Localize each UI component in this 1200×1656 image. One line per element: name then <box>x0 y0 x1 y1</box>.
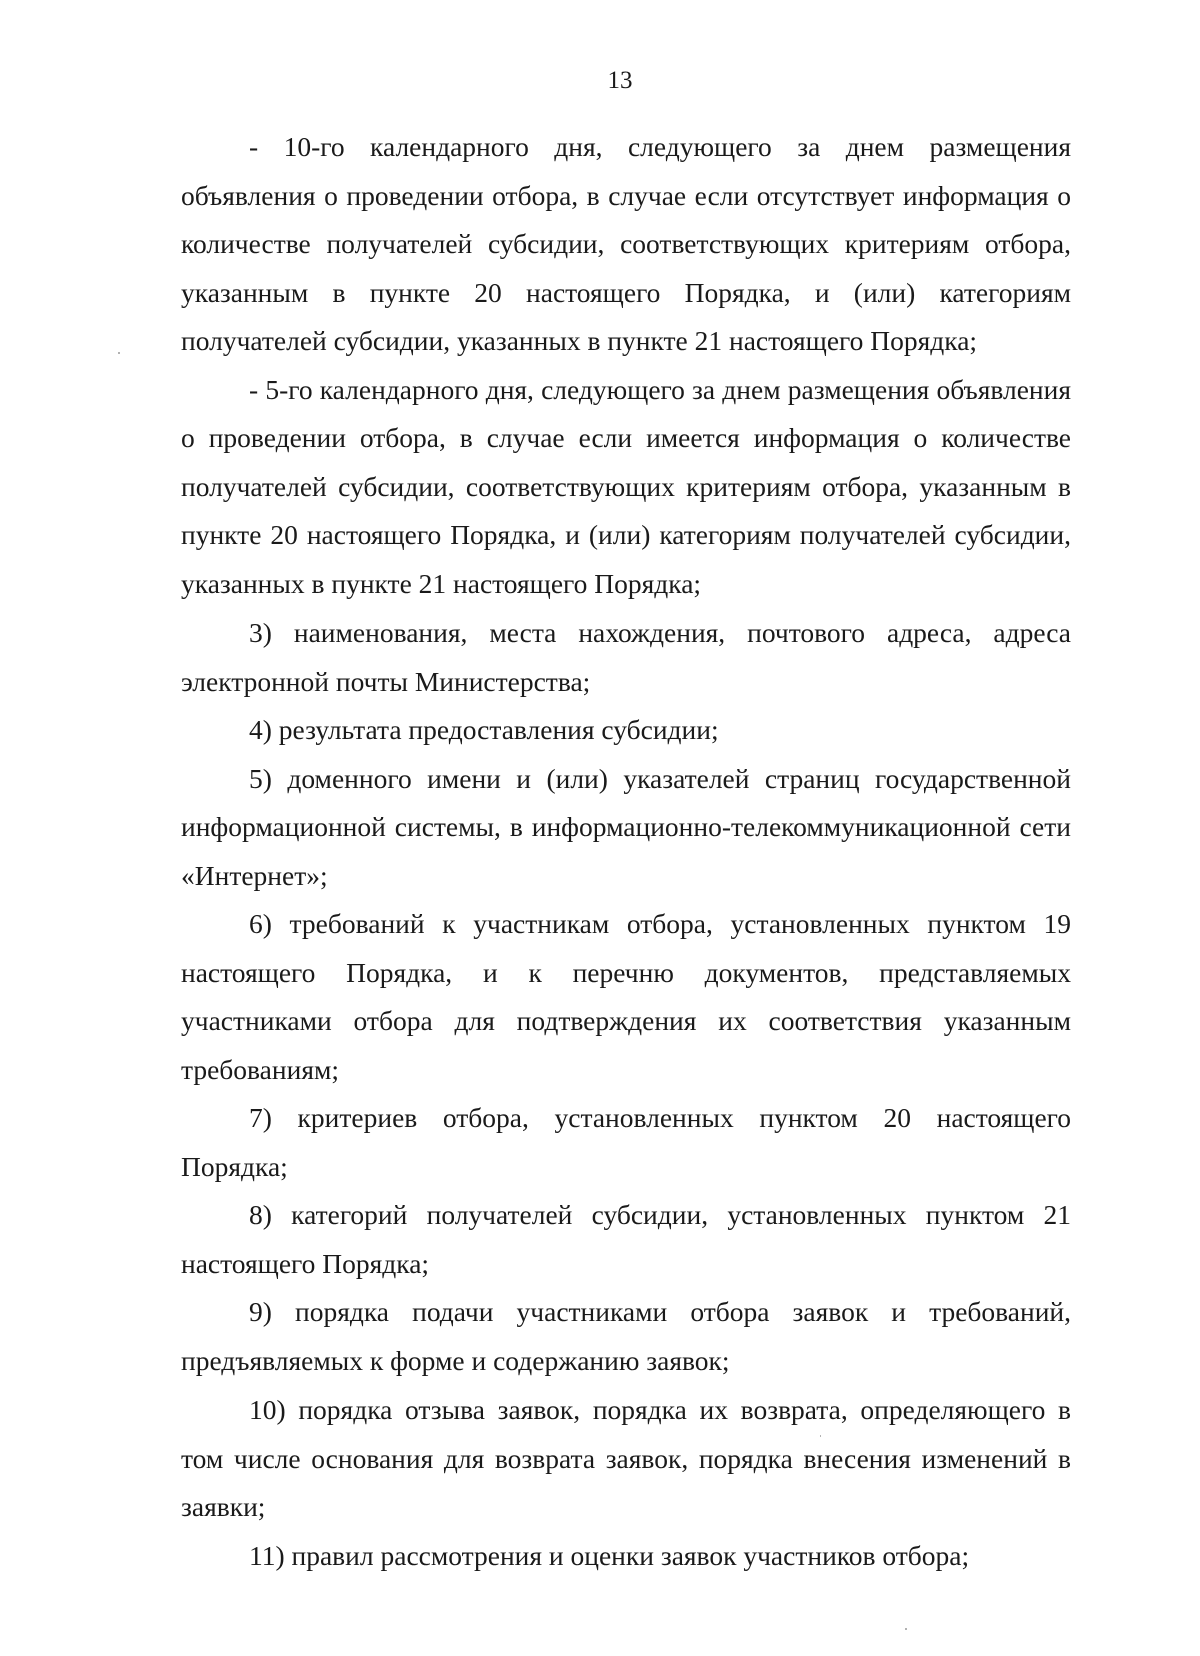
page-number: 13 <box>607 67 633 94</box>
paragraph-item-5: 5) доменного имени и (или) указателей страниц государственной информационной системы, в информационно-телекоммуникационной сети «Интернет»; <box>181 762 1071 891</box>
paragraph-item-4: 4) результата предоставления субсидии; <box>249 714 719 745</box>
paragraph-item-9: 9) порядка подачи участниками отбора заявок и требований, предъявляемых к форме и содержанию заявок; <box>181 1296 1071 1376</box>
scan-speck <box>118 352 120 354</box>
document-body <box>181 123 1071 1580</box>
paragraph-item-10: 10) порядка отзыва заявок, порядка их возврата, определяющего в том числе основания для возврата заявок, порядка внесения изменений в заявки; <box>181 1394 1071 1522</box>
scan-speck <box>820 1435 821 1437</box>
paragraph-item-8: 8) категорий получателей субсидии, установленных пунктом 21 настоящего Порядка; <box>181 1199 1071 1279</box>
paragraph-deadline-10-day: - 10-го календарного дня, следующего за днем размещения объявления о проведении отбора, в случае если отсутствует информация о количестве получателей субсидии, соответствующих критериям отбора, указанным в пункте 20 настоящего Порядка, и (или) категориям получателей субсидии, указанных в пункте 21 настоящего Порядка; <box>181 131 1071 356</box>
paragraph-item-6: 6) требований к участникам отбора, установленных пунктом 19 настоящего Порядка, и к перечню документов, представляемых участниками отбора для подтверждения их соответствия указанным требованиям; <box>181 908 1071 1085</box>
paragraph-item-11: 11) правил рассмотрения и оценки заявок участников отбора; <box>249 1539 970 1571</box>
paragraph-item-7: 7) критериев отбора, установленных пунктом 20 настоящего Порядка; <box>181 1102 1071 1182</box>
paragraph-item-3: 3) наименования, места нахождения, почтового адреса, адреса электронной почты Министерства; <box>181 617 1071 697</box>
paragraph-deadline-5-day: - 5-го календарного дня, следующего за днем размещения объявления о проведении отбора, в случае если имеется информация о количестве получателей субсидии, соответствующих критериям отбора, указанным в пункте 20 настоящего Порядка, и (или) категориям получателей субсидии, указанных в пункте 21 настоящего Порядка; <box>181 373 1071 599</box>
scan-speck <box>905 1628 907 1630</box>
